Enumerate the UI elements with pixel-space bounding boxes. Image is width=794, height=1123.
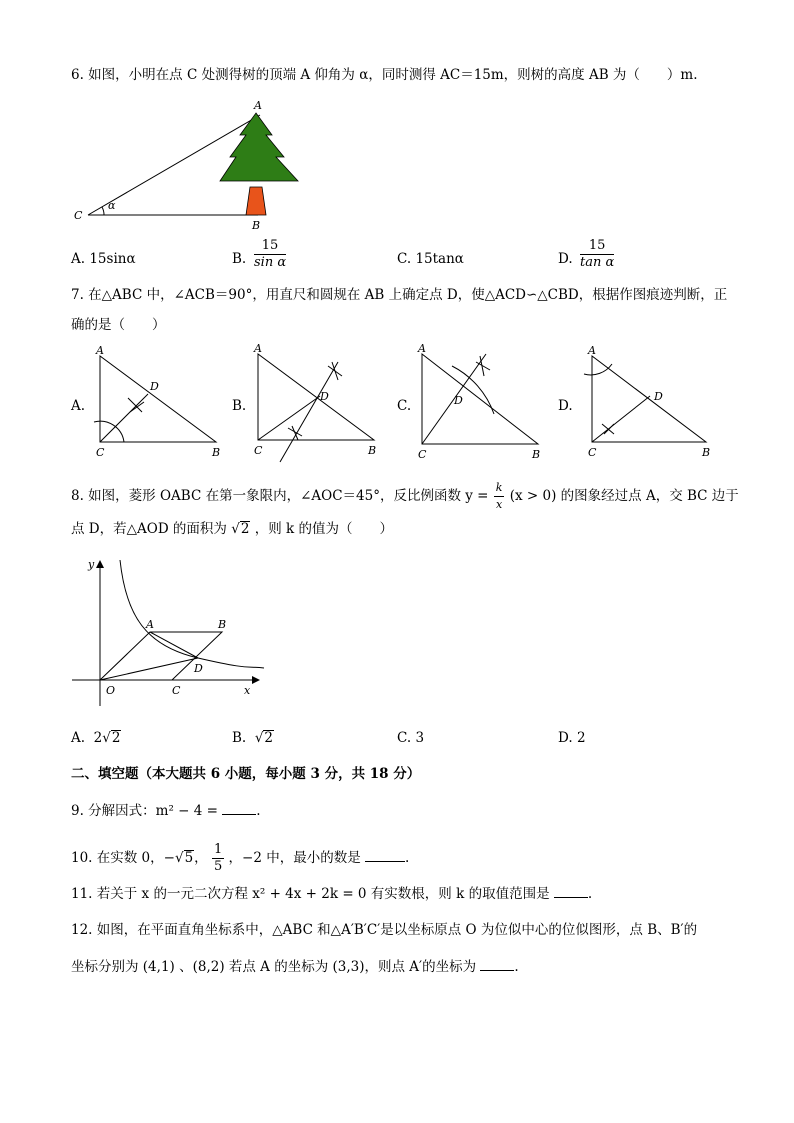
q8-option-c: C. 3: [397, 730, 425, 746]
q7-figure-b: [250, 338, 390, 466]
q7-option-b-key: B.: [232, 398, 247, 414]
svg-text:C: C: [96, 446, 105, 459]
q12-line1: 12. 如图，在平面直角坐标系中，△ABC 和△A′B′C′是以坐标原点 O 为位似中心的位似图形，点 B、B′的: [71, 922, 698, 938]
q12-line2: 坐标分别为 (4,1) 、(8,2) 若点 A 的坐标为 (3,3)，则点 A′的坐标为 .: [71, 959, 519, 975]
q6-option-c: C. 15tanα: [397, 251, 464, 267]
q6-label-B: B: [252, 219, 261, 232]
q12-blank[interactable]: [480, 958, 514, 971]
svg-text:A: A: [588, 344, 596, 357]
q8-line1: 8. 如图，菱形 OABC 在第一象限内，∠AOC＝45°，反比例函数 y = $\frac{k}{x}$ (x > 0) 的图象经过点 A，交 BC 边于: [71, 481, 739, 511]
q7-figure-a: [90, 342, 230, 462]
svg-text:A: A: [254, 342, 262, 355]
svg-text:B: B: [368, 444, 377, 457]
q7-figure-c: [414, 340, 554, 464]
svg-text:x: x: [244, 684, 251, 697]
svg-text:B: B: [218, 618, 227, 631]
svg-text:B: B: [702, 446, 711, 459]
q6-option-b-fraction: $\frac{15}{\text{sin α}}$: [254, 238, 287, 270]
svg-text:D: D: [654, 390, 663, 403]
section2-title: 二、填空题（本大题共 6 小题，每小题 3 分，共 18 分）: [71, 766, 421, 782]
q6-label-C: C: [74, 209, 83, 222]
q7-option-a-key: A.: [71, 398, 86, 414]
q9-blank[interactable]: [222, 802, 256, 815]
svg-text:D: D: [194, 662, 203, 675]
q6-option-b: B.: [232, 251, 247, 267]
q7-line1: 7. 在△ABC 中，∠ACB＝90°，用直尺和圆规在 AB 上确定点 D，使△ACD∽△CBD，根据作图痕迹判断，正: [71, 287, 728, 303]
q9-text: 9. 分解因式：m² − 4 = .: [71, 803, 261, 819]
svg-text:D: D: [320, 390, 329, 403]
q6-text: 6. 如图，小明在点 C 处测得树的顶端 A 仰角为 α，同时测得 AC＝15m，则树的高度 AB 为（ ）m.: [71, 67, 698, 83]
svg-text:O: O: [106, 684, 116, 697]
q6-option-a: A. 15sinα: [71, 251, 136, 267]
q8-line2: 点 D，若△AOD 的面积为 √2 ，则 k 的值为（ ）: [71, 521, 393, 537]
q6-option-d-fraction: $\frac{15}{\text{tan α}}$: [580, 238, 615, 270]
q8-option-d: D. 2: [558, 730, 586, 746]
q6-figure: [70, 95, 310, 235]
svg-text:C: C: [418, 448, 427, 461]
q7-figure-d: [578, 340, 718, 464]
tree-foliage: [220, 113, 298, 181]
q7-option-d-key: D.: [558, 398, 573, 414]
svg-text:A: A: [96, 344, 104, 357]
q10-text: 10. 在实数 0，−√5， $\frac{1}{5}$ ，−2 中，最小的数是 .: [71, 842, 410, 874]
q8-figure: [66, 556, 276, 712]
svg-text:C: C: [172, 684, 181, 697]
svg-text:B: B: [212, 446, 221, 459]
q7-line2: 确的是（ ）: [71, 317, 166, 333]
q8-option-a: A. 2√2: [71, 730, 121, 746]
q6-label-alpha: α: [108, 199, 116, 212]
q11-text: 11. 若关于 x 的一元二次方程 x² + 4x + 2k = 0 有实数根，则 k 的取值范围是 .: [71, 886, 593, 902]
svg-text:D: D: [454, 394, 463, 407]
svg-text:C: C: [588, 446, 597, 459]
svg-text:y: y: [88, 558, 95, 571]
tree-trunk: [246, 187, 266, 215]
q11-blank[interactable]: [554, 885, 588, 898]
q6-option-d: D.: [558, 251, 573, 267]
q8-option-b: B. √2: [232, 730, 274, 746]
q6-label-A: A: [254, 99, 262, 112]
q7-option-c-key: C.: [397, 398, 412, 414]
svg-text:B: B: [532, 448, 541, 461]
svg-text:A: A: [418, 342, 426, 355]
svg-text:C: C: [254, 444, 263, 457]
svg-text:D: D: [150, 380, 159, 393]
svg-text:A: A: [146, 618, 154, 631]
q10-blank[interactable]: [365, 849, 405, 862]
